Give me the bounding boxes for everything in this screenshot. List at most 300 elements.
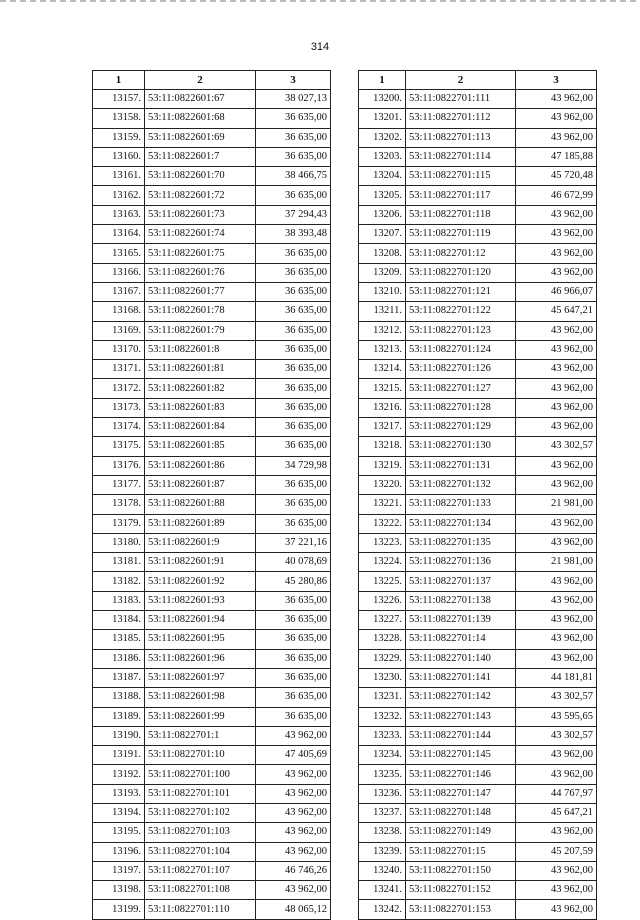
table-row <box>93 533 331 552</box>
cadastral-value: 36 635,00 <box>256 707 331 726</box>
row-number: 13182. <box>93 572 145 591</box>
table-row <box>93 340 331 359</box>
row-number: 13234. <box>359 746 406 765</box>
cadastral-value: 47 405,69 <box>256 746 331 765</box>
row-number: 13194. <box>93 803 145 822</box>
cadastral-value: 36 635,00 <box>256 649 331 668</box>
table-row <box>93 302 331 321</box>
cadastral-value: 43 962,00 <box>516 418 597 437</box>
cadastral-number: 53:11:0822601:86 <box>145 456 256 475</box>
cadastral-number: 53:11:0822701:144 <box>406 726 516 745</box>
table-row <box>93 900 331 919</box>
cadastral-number: 53:11:0822701:147 <box>406 784 516 803</box>
row-number: 13192. <box>93 765 145 784</box>
cadastral-number: 53:11:0822601:72 <box>145 186 256 205</box>
table-row <box>93 147 331 166</box>
table-row <box>359 225 597 244</box>
cadastral-number: 53:11:0822701:102 <box>145 803 256 822</box>
table-row <box>359 340 597 359</box>
cadastral-value: 43 962,00 <box>516 900 597 919</box>
row-number: 13221. <box>359 495 406 514</box>
cadastral-number: 53:11:0822701:103 <box>145 823 256 842</box>
cadastral-number: 53:11:0822601:98 <box>145 688 256 707</box>
cadastral-number: 53:11:0822701:108 <box>145 881 256 900</box>
row-number: 13229. <box>359 649 406 668</box>
cadastral-number: 53:11:0822601:83 <box>145 398 256 417</box>
cadastral-value: 43 962,00 <box>516 591 597 610</box>
column-header-number: 1 <box>93 71 145 90</box>
cadastral-value: 46 672,99 <box>516 186 597 205</box>
row-number: 13176. <box>93 456 145 475</box>
table-row <box>93 244 331 263</box>
table-row <box>359 128 597 147</box>
table-row <box>359 803 597 822</box>
table-row <box>359 360 597 379</box>
table-row <box>93 225 331 244</box>
cadastral-value: 36 635,00 <box>256 340 331 359</box>
right-table <box>358 70 597 920</box>
row-number: 13157. <box>93 90 145 109</box>
row-number: 13228. <box>359 630 406 649</box>
row-number: 13173. <box>93 398 145 417</box>
row-number: 13223. <box>359 533 406 552</box>
row-number: 13227. <box>359 611 406 630</box>
row-number: 13174. <box>93 418 145 437</box>
cadastral-value: 43 962,00 <box>516 649 597 668</box>
cadastral-value: 43 962,00 <box>516 881 597 900</box>
cadastral-number: 53:11:0822701:143 <box>406 707 516 726</box>
table-row <box>93 109 331 128</box>
cadastral-value: 45 280,86 <box>256 572 331 591</box>
column-header-cadastral: 2 <box>406 71 516 90</box>
table-row <box>359 205 597 224</box>
row-number: 13211. <box>359 302 406 321</box>
row-number: 13232. <box>359 707 406 726</box>
table-row <box>359 379 597 398</box>
cadastral-number: 53:11:0822601:93 <box>145 591 256 610</box>
table-row <box>93 861 331 880</box>
row-number: 13183. <box>93 591 145 610</box>
table-row <box>359 900 597 919</box>
table-row <box>93 379 331 398</box>
cadastral-number: 53:11:0822601:73 <box>145 205 256 224</box>
row-number: 13200. <box>359 90 406 109</box>
row-number: 13225. <box>359 572 406 591</box>
row-number: 13162. <box>93 186 145 205</box>
cadastral-value: 45 720,48 <box>516 167 597 186</box>
cadastral-value: 36 635,00 <box>256 514 331 533</box>
cadastral-value: 43 962,00 <box>516 456 597 475</box>
row-number: 13238. <box>359 823 406 842</box>
table-row <box>93 128 331 147</box>
cadastral-number: 53:11:0822601:79 <box>145 321 256 340</box>
cadastral-value: 36 635,00 <box>256 360 331 379</box>
table-row <box>93 649 331 668</box>
table-row <box>359 784 597 803</box>
cadastral-number: 53:11:0822701:133 <box>406 495 516 514</box>
row-number: 13177. <box>93 475 145 494</box>
table-row <box>359 418 597 437</box>
table-row <box>359 630 597 649</box>
table-row <box>93 688 331 707</box>
column-header-value: 3 <box>256 71 331 90</box>
row-number: 13215. <box>359 379 406 398</box>
table-row <box>93 611 331 630</box>
cadastral-number: 53:11:0822701:127 <box>406 379 516 398</box>
table-row <box>359 263 597 282</box>
row-number: 13216. <box>359 398 406 417</box>
cadastral-number: 53:11:0822701:130 <box>406 437 516 456</box>
cadastral-value: 45 207,59 <box>516 842 597 861</box>
cadastral-value: 36 635,00 <box>256 282 331 301</box>
cadastral-value: 36 635,00 <box>256 437 331 456</box>
row-number: 13158. <box>93 109 145 128</box>
cadastral-value: 43 962,00 <box>516 823 597 842</box>
cadastral-value: 36 635,00 <box>256 321 331 340</box>
table-row <box>359 726 597 745</box>
row-number: 13188. <box>93 688 145 707</box>
row-number: 13190. <box>93 726 145 745</box>
left-header-row <box>93 71 331 90</box>
row-number: 13198. <box>93 881 145 900</box>
cadastral-value: 43 962,00 <box>516 475 597 494</box>
cadastral-number: 53:11:0822701:137 <box>406 572 516 591</box>
cadastral-value: 36 635,00 <box>256 244 331 263</box>
table-row <box>93 591 331 610</box>
cadastral-value: 43 962,00 <box>516 360 597 379</box>
cadastral-value: 43 962,00 <box>516 746 597 765</box>
cadastral-number: 53:11:0822701:120 <box>406 263 516 282</box>
row-number: 13213. <box>359 340 406 359</box>
scan-edge <box>0 0 640 2</box>
table-row <box>359 591 597 610</box>
cadastral-number: 53:11:0822601:87 <box>145 475 256 494</box>
table-row <box>359 495 597 514</box>
cadastral-value: 43 962,00 <box>516 861 597 880</box>
cadastral-value: 34 729,98 <box>256 456 331 475</box>
table-row <box>93 90 331 109</box>
cadastral-number: 53:11:0822701:142 <box>406 688 516 707</box>
cadastral-value: 43 962,00 <box>256 881 331 900</box>
table-row <box>93 765 331 784</box>
cadastral-value: 43 962,00 <box>256 803 331 822</box>
cadastral-number: 53:11:0822701:1 <box>145 726 256 745</box>
cadastral-number: 53:11:0822601:96 <box>145 649 256 668</box>
left-table <box>92 70 331 920</box>
cadastral-number: 53:11:0822701:134 <box>406 514 516 533</box>
cadastral-value: 43 962,00 <box>516 340 597 359</box>
cadastral-value: 36 635,00 <box>256 688 331 707</box>
table-row <box>359 688 597 707</box>
cadastral-number: 53:11:0822601:67 <box>145 90 256 109</box>
cadastral-value: 43 962,00 <box>256 765 331 784</box>
cadastral-number: 53:11:0822701:129 <box>406 418 516 437</box>
row-number: 13209. <box>359 263 406 282</box>
row-number: 13189. <box>93 707 145 726</box>
row-number: 13184. <box>93 611 145 630</box>
cadastral-number: 53:11:0822701:152 <box>406 881 516 900</box>
cadastral-number: 53:11:0822701:123 <box>406 321 516 340</box>
row-number: 13205. <box>359 186 406 205</box>
cadastral-value: 37 221,16 <box>256 533 331 552</box>
cadastral-value: 47 185,88 <box>516 147 597 166</box>
cadastral-number: 53:11:0822601:74 <box>145 225 256 244</box>
cadastral-number: 53:11:0822701:101 <box>145 784 256 803</box>
cadastral-value: 36 635,00 <box>256 668 331 687</box>
table-row <box>359 437 597 456</box>
row-number: 13208. <box>359 244 406 263</box>
cadastral-value: 43 962,00 <box>516 205 597 224</box>
cadastral-number: 53:11:0822601:91 <box>145 553 256 572</box>
cadastral-number: 53:11:0822701:107 <box>145 861 256 880</box>
cadastral-number: 53:11:0822701:135 <box>406 533 516 552</box>
table-row <box>359 302 597 321</box>
cadastral-value: 21 981,00 <box>516 553 597 572</box>
cadastral-value: 44 767,97 <box>516 784 597 803</box>
table-row <box>93 881 331 900</box>
row-number: 13197. <box>93 861 145 880</box>
row-number: 13179. <box>93 514 145 533</box>
row-number: 13191. <box>93 746 145 765</box>
row-number: 13206. <box>359 205 406 224</box>
cadastral-number: 53:11:0822701:132 <box>406 475 516 494</box>
row-number: 13237. <box>359 803 406 822</box>
cadastral-value: 43 962,00 <box>516 533 597 552</box>
cadastral-value: 36 635,00 <box>256 418 331 437</box>
table-row <box>359 398 597 417</box>
table-row <box>359 765 597 784</box>
cadastral-number: 53:11:0822701:111 <box>406 90 516 109</box>
cadastral-value: 43 962,00 <box>516 630 597 649</box>
row-number: 13160. <box>93 147 145 166</box>
cadastral-number: 53:11:0822701:118 <box>406 205 516 224</box>
table-row <box>359 823 597 842</box>
column-header-number: 1 <box>359 71 406 90</box>
column-header-cadastral: 2 <box>145 71 256 90</box>
table-row <box>93 186 331 205</box>
cadastral-number: 53:11:0822701:104 <box>145 842 256 861</box>
cadastral-value: 43 302,57 <box>516 726 597 745</box>
row-number: 13214. <box>359 360 406 379</box>
table-row <box>93 437 331 456</box>
table-row <box>359 456 597 475</box>
cadastral-number: 53:11:0822601:76 <box>145 263 256 282</box>
cadastral-number: 53:11:0822601:88 <box>145 495 256 514</box>
row-number: 13220. <box>359 475 406 494</box>
cadastral-value: 43 962,00 <box>256 842 331 861</box>
row-number: 13218. <box>359 437 406 456</box>
page-number: 314 <box>310 41 330 53</box>
cadastral-value: 36 635,00 <box>256 263 331 282</box>
cadastral-number: 53:11:0822701:141 <box>406 668 516 687</box>
cadastral-number: 53:11:0822701:138 <box>406 591 516 610</box>
row-number: 13196. <box>93 842 145 861</box>
table-row <box>359 244 597 263</box>
row-number: 13195. <box>93 823 145 842</box>
cadastral-number: 53:11:0822701:148 <box>406 803 516 822</box>
cadastral-number: 53:11:0822601:69 <box>145 128 256 147</box>
cadastral-number: 53:11:0822701:136 <box>406 553 516 572</box>
cadastral-value: 36 635,00 <box>256 475 331 494</box>
table-row <box>359 321 597 340</box>
cadastral-value: 37 294,43 <box>256 205 331 224</box>
cadastral-value: 46 966,07 <box>516 282 597 301</box>
cadastral-number: 53:11:0822701:117 <box>406 186 516 205</box>
table-row <box>359 649 597 668</box>
row-number: 13185. <box>93 630 145 649</box>
table-row <box>93 784 331 803</box>
cadastral-number: 53:11:0822701:122 <box>406 302 516 321</box>
table-row <box>359 475 597 494</box>
left-table-body <box>93 90 331 920</box>
cadastral-number: 53:11:0822601:84 <box>145 418 256 437</box>
cadastral-value: 43 962,00 <box>516 379 597 398</box>
cadastral-value: 36 635,00 <box>256 147 331 166</box>
column-header-value: 3 <box>516 71 597 90</box>
cadastral-value: 45 647,21 <box>516 302 597 321</box>
table-row <box>93 321 331 340</box>
cadastral-number: 53:11:0822701:139 <box>406 611 516 630</box>
row-number: 13241. <box>359 881 406 900</box>
row-number: 13226. <box>359 591 406 610</box>
cadastral-number: 53:11:0822601:81 <box>145 360 256 379</box>
table-row <box>93 842 331 861</box>
row-number: 13168. <box>93 302 145 321</box>
cadastral-number: 53:11:0822701:124 <box>406 340 516 359</box>
table-row <box>359 282 597 301</box>
cadastral-number: 53:11:0822701:12 <box>406 244 516 263</box>
table-row <box>359 553 597 572</box>
cadastral-number: 53:11:0822701:126 <box>406 360 516 379</box>
table-row <box>93 475 331 494</box>
cadastral-number: 53:11:0822601:75 <box>145 244 256 263</box>
cadastral-value: 43 302,57 <box>516 688 597 707</box>
table-row <box>93 668 331 687</box>
right-table-body <box>359 90 597 920</box>
table-row <box>359 707 597 726</box>
cadastral-value: 43 962,00 <box>516 244 597 263</box>
table-row <box>93 746 331 765</box>
cadastral-number: 53:11:0822701:140 <box>406 649 516 668</box>
cadastral-number: 53:11:0822601:89 <box>145 514 256 533</box>
cadastral-number: 53:11:0822601:92 <box>145 572 256 591</box>
cadastral-value: 46 746,26 <box>256 861 331 880</box>
table-row <box>359 147 597 166</box>
cadastral-number: 53:11:0822701:128 <box>406 398 516 417</box>
cadastral-number: 53:11:0822701:121 <box>406 282 516 301</box>
table-row <box>359 572 597 591</box>
row-number: 13163. <box>93 205 145 224</box>
row-number: 13224. <box>359 553 406 572</box>
cadastral-value: 36 635,00 <box>256 398 331 417</box>
cadastral-number: 53:11:0822701:145 <box>406 746 516 765</box>
cadastral-number: 53:11:0822601:8 <box>145 340 256 359</box>
table-row <box>93 823 331 842</box>
cadastral-value: 43 962,00 <box>516 514 597 533</box>
cadastral-number: 53:11:0822601:77 <box>145 282 256 301</box>
cadastral-value: 36 635,00 <box>256 302 331 321</box>
row-number: 13217. <box>359 418 406 437</box>
cadastral-value: 43 962,00 <box>256 784 331 803</box>
cadastral-value: 21 981,00 <box>516 495 597 514</box>
row-number: 13219. <box>359 456 406 475</box>
row-number: 13202. <box>359 128 406 147</box>
cadastral-number: 53:11:0822601:94 <box>145 611 256 630</box>
row-number: 13171. <box>93 360 145 379</box>
cadastral-value: 36 635,00 <box>256 495 331 514</box>
row-number: 13235. <box>359 765 406 784</box>
cadastral-number: 53:11:0822601:85 <box>145 437 256 456</box>
row-number: 13242. <box>359 900 406 919</box>
row-number: 13222. <box>359 514 406 533</box>
table-row <box>359 746 597 765</box>
table-row <box>93 572 331 591</box>
row-number: 13231. <box>359 688 406 707</box>
cadastral-value: 43 962,00 <box>516 398 597 417</box>
cadastral-number: 53:11:0822701:149 <box>406 823 516 842</box>
cadastral-value: 36 635,00 <box>256 591 331 610</box>
table-row <box>93 456 331 475</box>
row-number: 13210. <box>359 282 406 301</box>
table-row <box>359 186 597 205</box>
row-number: 13167. <box>93 282 145 301</box>
cadastral-number: 53:11:0822701:110 <box>145 900 256 919</box>
cadastral-value: 38 393,48 <box>256 225 331 244</box>
cadastral-value: 43 962,00 <box>516 90 597 109</box>
row-number: 13169. <box>93 321 145 340</box>
table-row <box>359 90 597 109</box>
row-number: 13240. <box>359 861 406 880</box>
cadastral-value: 43 962,00 <box>516 225 597 244</box>
row-number: 13199. <box>93 900 145 919</box>
row-number: 13207. <box>359 225 406 244</box>
row-number: 13212. <box>359 321 406 340</box>
table-row <box>93 630 331 649</box>
cadastral-number: 53:11:0822701:112 <box>406 109 516 128</box>
row-number: 13165. <box>93 244 145 263</box>
row-number: 13181. <box>93 553 145 572</box>
cadastral-number: 53:11:0822701:10 <box>145 746 256 765</box>
cadastral-number: 53:11:0822701:119 <box>406 225 516 244</box>
table-row <box>359 167 597 186</box>
cadastral-number: 53:11:0822601:95 <box>145 630 256 649</box>
cadastral-value: 36 635,00 <box>256 379 331 398</box>
cadastral-number: 53:11:0822701:100 <box>145 765 256 784</box>
row-number: 13203. <box>359 147 406 166</box>
cadastral-number: 53:11:0822601:82 <box>145 379 256 398</box>
table-row <box>93 360 331 379</box>
row-number: 13170. <box>93 340 145 359</box>
cadastral-number: 53:11:0822701:115 <box>406 167 516 186</box>
table-row <box>93 282 331 301</box>
row-number: 13233. <box>359 726 406 745</box>
cadastral-value: 43 962,00 <box>516 109 597 128</box>
table-row <box>93 263 331 282</box>
row-number: 13178. <box>93 495 145 514</box>
table-row <box>359 533 597 552</box>
table-row <box>93 726 331 745</box>
cadastral-number: 53:11:0822701:131 <box>406 456 516 475</box>
cadastral-number: 53:11:0822601:7 <box>145 147 256 166</box>
cadastral-number: 53:11:0822601:9 <box>145 533 256 552</box>
cadastral-value: 44 181,81 <box>516 668 597 687</box>
table-row <box>93 495 331 514</box>
cadastral-number: 53:11:0822701:114 <box>406 147 516 166</box>
cadastral-value: 38 027,13 <box>256 90 331 109</box>
table-row <box>93 398 331 417</box>
cadastral-value: 43 962,00 <box>516 611 597 630</box>
cadastral-number: 53:11:0822701:153 <box>406 900 516 919</box>
